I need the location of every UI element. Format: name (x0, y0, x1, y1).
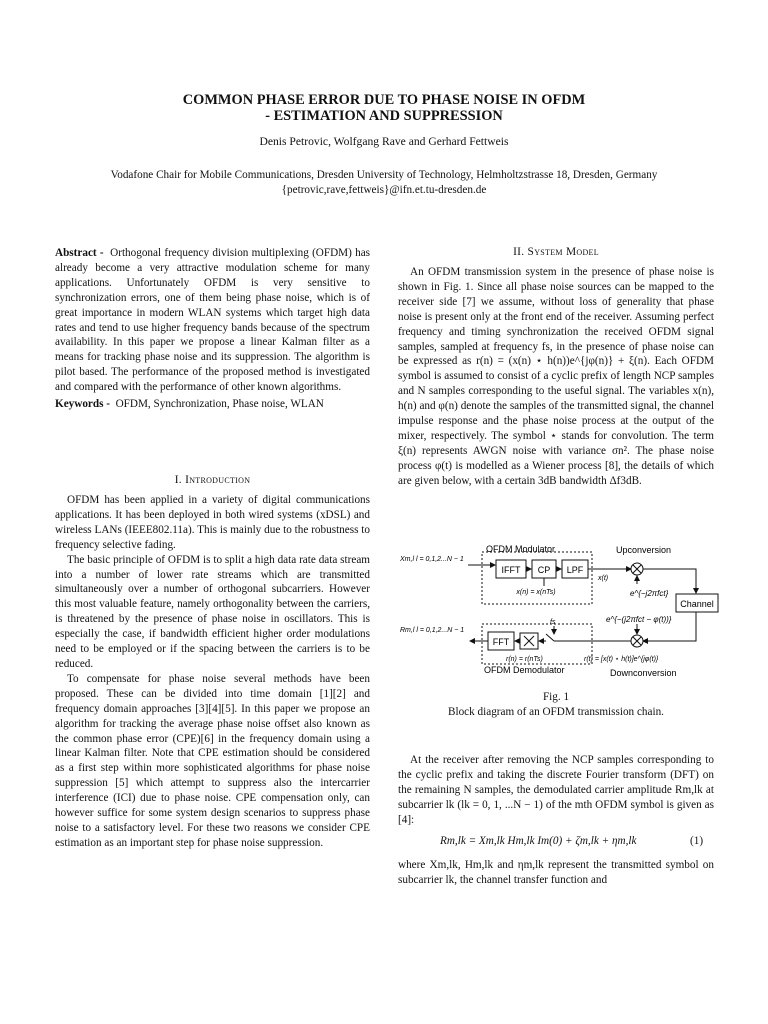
upconversion-label: Upconversion (616, 545, 672, 555)
abstract (55, 246, 370, 395)
fft-label: FFT (492, 637, 510, 647)
modulator-title: OFDM Modulator (486, 544, 556, 554)
equation-number: (1) (690, 835, 704, 847)
paper-title (60, 92, 708, 124)
intro-heading: I. Introduction (174, 474, 251, 486)
system-model-body-2 (398, 753, 714, 828)
ofdm-block-diagram (398, 540, 720, 680)
intro-paragraph-1: OFDM has been applied in a variety of digital communications applications. It has been deployed in both wired systems (xDSL) and wireless LANs (IEEE802.11a). This is mainly due to the robustness to frequency selective fading. (55, 494, 370, 551)
email: {petrovic,rave,fettweis}@ifn.et.tu-dresden.de (281, 184, 487, 196)
channel-label: Channel (680, 599, 714, 609)
abstract-label: Abstract - (55, 247, 104, 259)
intro-paragraph-3: To compensate for phase noise several methods have been proposed. These can be divided into time domain [1][2] and frequency domain approaches [3][4][5]. In this paper we propose an algorithm for tracking the average phase noise offset also known as the common phase error (CPE)[6] in the frequency domain using a linear Kalman filter. Note that CPE estimation should be considered as a first step within more sophisticated algorithms for phase noise suppression [5] which attempt to suppress also the intercarrier interference (ICI) due to phase noise. CPE compensation only, can however suffice for some system design scenarios to suppress phase noise to a satisfactory level. For these two reasons we consider CPE estimation as an important step for phase noise suppression. (55, 672, 370, 849)
rt-label: r(t) = [x(t) ⋆ h(t)]e^{jφ(t)} (584, 656, 659, 663)
fs-label: fs (550, 619, 556, 626)
keywords (55, 397, 370, 412)
up-exponential: e^{−j2πfct} (630, 589, 669, 598)
downconversion-label: Downconversion (610, 668, 677, 678)
ifft-label: IFFT (501, 565, 521, 575)
system-model-paragraph-2: At the receiver after removing the NCP samples corresponding to the cyclic prefix and taking the discrete Fourier transform (DFT) on the remaining N samples, the demodulated carrier amplitude Rm,lk at subcarrier lk (lk = 0, 1, ...N − 1) of the mth OFDM symbol is given as [4]: (398, 754, 714, 826)
system-model-body (398, 265, 714, 489)
system-model-paragraph-1: An OFDM transmission system in the presence of phase noise is shown in Fig. 1. Since all phase noise sources can be mapped to the receiver side [7] we assume, without loss of generality that phase noise is present only at the front end of the receiver. Assuming perfect frequency and timing synchronization the received OFDM signal samples, sampled at frequency fs, in the presence of phase noise can be expressed as r(n) = (x(n) ⋆ h(n))e^{jφ(n)} + ξ(n). Each OFDM symbol is assumed to consist of a cyclic prefix of length NCP samples and N samples corresponding to the useful signal. The variables x(n), h(n) and φ(n) denote the samples of the transmitted signal, the channel impulse response and the phase noise process at the output of the mixer, respectively. The symbol ⋆ stands for convolution. The term ξ(n) represents AWGN noise with variance σn². The phase noise process φ(t) is modelled as a Wiener process [8], the details of which are given below, with a certain 3dB bandwidth Δf3dB. (398, 266, 714, 487)
input-label: Xm,l l = 0,1,2...N − 1 (400, 556, 464, 563)
keywords-text: OFDM, Synchronization, Phase noise, WLAN (115, 398, 324, 411)
figure-caption-text: Block diagram of an OFDM transmission chain. (448, 706, 664, 718)
system-model-heading: II. System Model (513, 246, 599, 258)
intro-body (55, 493, 370, 851)
xt-label: x(t) (598, 575, 609, 582)
affiliation: Vodafone Chair for Mobile Communications, Dresden University of Technology, Helmholtzstrasse 18, Dresden, Germany (110, 169, 658, 181)
output-label: Rm,l l = 0,1,2...N − 1 (400, 627, 465, 634)
keywords-label: Keywords - (55, 398, 110, 411)
cp-label: CP (537, 565, 551, 575)
demodulator-title: OFDM Demodulator (484, 665, 565, 675)
rn-label: r(n) = r(nTs) (506, 656, 543, 663)
title-line-1: COMMON PHASE ERROR DUE TO PHASE NOISE IN OFDM (182, 92, 586, 108)
left-column (55, 246, 370, 412)
down-exponential: e^{−(j2πfct − φ(t))} (606, 615, 672, 624)
equation-1: Rm,lk = Xm,lk Hm,lk Im(0) + ζm,lk + ηm,lk (440, 835, 637, 847)
intro-paragraph-2: The basic principle of OFDM is to split a high data rate data stream into a number of lower rate streams which are transmitted simultaneously over a number of orthogonal subcarriers. However this most valuable feature, namely orthogonality between the carriers, is threatened by the presence of phase noise in oscillators. This is especially the case, if bandwidth efficient higher order modulations need to be employed or if the spacing between the carriers is to be reduced. (55, 553, 370, 670)
xn-label: x(n) = x(nTs) (516, 589, 556, 596)
system-model-body-3 (398, 858, 714, 888)
figure-caption (398, 690, 714, 720)
affiliation-block (30, 168, 738, 198)
figure-label: Fig. 1 (542, 691, 570, 703)
abstract-text: Orthogonal frequency division multiplexing (OFDM) has already become a very attractive modulation scheme for many applications. Unfortunately OFDM is very sensitive to synchronization errors, one of them being phase noise, which is of great importance in modern WLAN systems which target high data rates and tend to use higher frequency bands because of the spectrum availability. In this paper we propose a linear Kalman filter as a means for tracking phase noise and its suppression. The algorithm is pilot based. The performance of the proposed method is investigated and compared with the performance of other known algorithms. (55, 247, 371, 394)
authors: Denis Petrovic, Wolfgang Rave and Gerhard Fettweis (259, 135, 509, 148)
lpf-label: LPF (566, 565, 584, 575)
system-model-paragraph-3: where Xm,lk, Hm,lk and ηm,lk represent the transmitted symbol on subcarrier lk, the channel transfer function and (398, 859, 714, 886)
title-line-2: - ESTIMATION AND SUPPRESSION (265, 108, 503, 124)
